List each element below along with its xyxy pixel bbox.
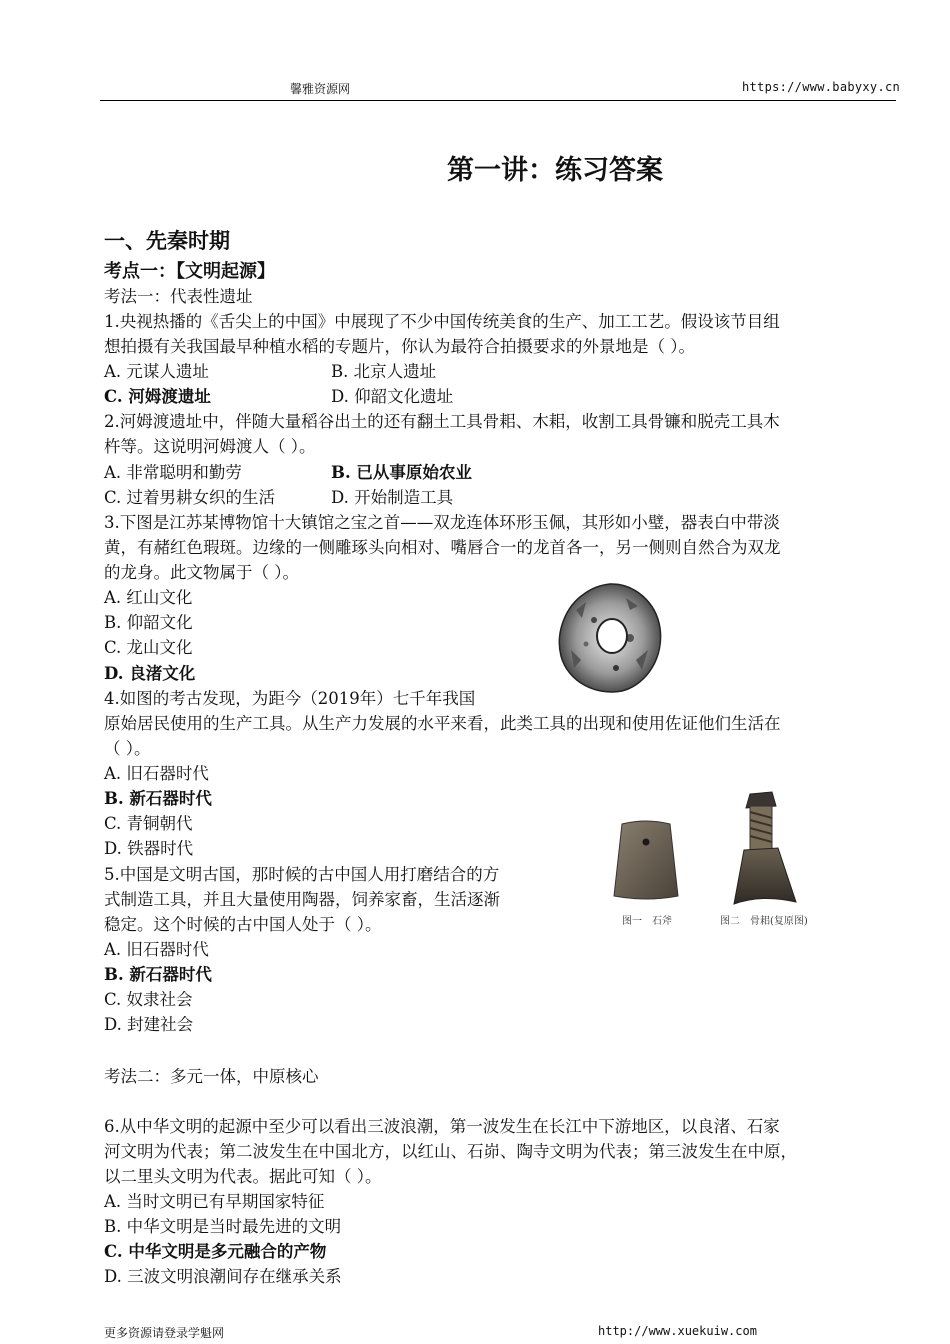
q2-option-a: A. 非常聪明和勤劳 (104, 463, 242, 482)
q3-stem-1: 3.下图是江苏某博物馆十大镇馆之宝之首——双龙连体环形玉佩，其形如小璧，器表白中带淡 (104, 513, 780, 532)
q2-option-b: B. 已从事原始农业 (331, 463, 472, 482)
kaofa2-heading: 考法二：多元一体，中原核心 (104, 1067, 319, 1086)
q3-option-d: D. 良渚文化 (104, 664, 196, 683)
page-title: 第一讲：练习答案 (447, 155, 663, 186)
q6-stem-2: 河文明为代表；第二波发生在中国北方，以红山、石峁、陶寺文明为代表；第三波发生在中原， (104, 1142, 797, 1161)
header-divider (100, 100, 896, 101)
q6-stem-3: 以二里头文明为代表。据此可知（ ）。 (104, 1167, 382, 1186)
q3-stem-2: 黄，有赭红色瑕斑。边缘的一侧雕琢头向相对、嘴唇合一的龙首各一，另一侧则自然合为双龙 (104, 538, 781, 557)
q2-option-d: D. 开始制造工具 (331, 488, 454, 507)
q3-option-a: A. 红山文化 (104, 588, 193, 607)
q4-option-b: B. 新石器时代 (104, 789, 212, 808)
q5-stem-3: 稳定。这个时候的古中国人处于（ ）。 (104, 915, 382, 934)
q6-option-c: C. 中华文明是多元融合的产物 (104, 1242, 327, 1261)
q4-stem-1: 4.如图的考古发现，为距今（2019年）七千年我国 (104, 689, 476, 708)
q2-stem-1: 2.河姆渡遗址中，伴随大量稻谷出土的还有翻土工具骨耜、木耜，收割工具骨镰和脱壳工具木 (104, 412, 780, 431)
header-url[interactable]: https://www.babyxy.cn (742, 80, 901, 94)
q5-stem-2: 式制造工具，并且大量使用陶器，饲养家畜，生活逐渐 (104, 890, 500, 909)
figure-caption-2: 图二 骨耜(复原图) (720, 916, 808, 927)
q1-option-d: D. 仰韶文化遗址 (331, 387, 454, 406)
q3-option-c: C. 龙山文化 (104, 638, 193, 657)
jade-pendant-image (556, 580, 664, 696)
q3-option-b: B. 仰韶文化 (104, 613, 193, 632)
q1-stem-2: 想拍摄有关我国最早种植水稻的专题片，你认为最符合拍摄要求的外景地是（ ）。 (104, 337, 695, 356)
q6-stem-1: 6.从中华文明的起源中至少可以看出三波浪潮，第一波发生在长江中下游地区，以良渚、石家 (104, 1117, 780, 1136)
q1-stem-1: 1.央视热播的《舌尖上的中国》中展现了不少中国传统美食的生产、加工工艺。假设该节目组 (104, 312, 780, 331)
q5-option-c: C. 奴隶社会 (104, 990, 193, 1009)
q6-option-b: B. 中华文明是当时最先进的文明 (104, 1217, 342, 1236)
footer-note: 更多资源请登录学魁网 (104, 1326, 225, 1340)
footer-url[interactable]: http://www.xuekuiw.com (598, 1324, 757, 1338)
q6-option-d: D. 三波文明浪潮间存在继承关系 (104, 1267, 342, 1286)
q1-option-b: B. 北京人遗址 (331, 362, 437, 381)
bone-spade-image (720, 790, 810, 906)
q2-option-c: C. 过着男耕女织的生活 (104, 488, 276, 507)
q4-stem-2: 原始居民使用的生产工具。从生产力发展的水平来看，此类工具的出现和使用佐证他们生活在 (104, 714, 781, 733)
kaofa1-heading: 考法一：代表性遗址 (104, 287, 253, 306)
q4-option-a: A. 旧石器时代 (104, 764, 209, 783)
q5-option-d: D. 封建社会 (104, 1015, 194, 1034)
q1-option-a: A. 元谋人遗址 (104, 362, 209, 381)
figure-caption-1: 图一 石斧 (622, 916, 672, 927)
q2-stem-2: 杵等。这说明河姆渡人（ ）。 (104, 437, 316, 456)
q5-option-a: A. 旧石器时代 (104, 940, 209, 959)
header-site: 馨雅资源网 (290, 82, 351, 96)
section-heading: 一、先秦时期 (104, 228, 230, 253)
q1-option-c: C. 河姆渡遗址 (104, 387, 211, 406)
kaodian-heading: 考点一：【文明起源】 (104, 261, 275, 282)
q4-stem-3: （ ）。 (104, 739, 151, 758)
q5-option-b: B. 新石器时代 (104, 965, 212, 984)
q4-option-c: C. 青铜朝代 (104, 814, 193, 833)
q5-stem-1: 5.中国是文明古国，那时候的古中国人用打磨结合的方 (104, 865, 500, 884)
q3-stem-3: 的龙身。此文物属于（ ）。 (104, 563, 299, 582)
q6-option-a: A. 当时文明已有早期国家特征 (104, 1192, 325, 1211)
q4-option-d: D. 铁器时代 (104, 839, 194, 858)
stone-axe-image (606, 818, 686, 902)
